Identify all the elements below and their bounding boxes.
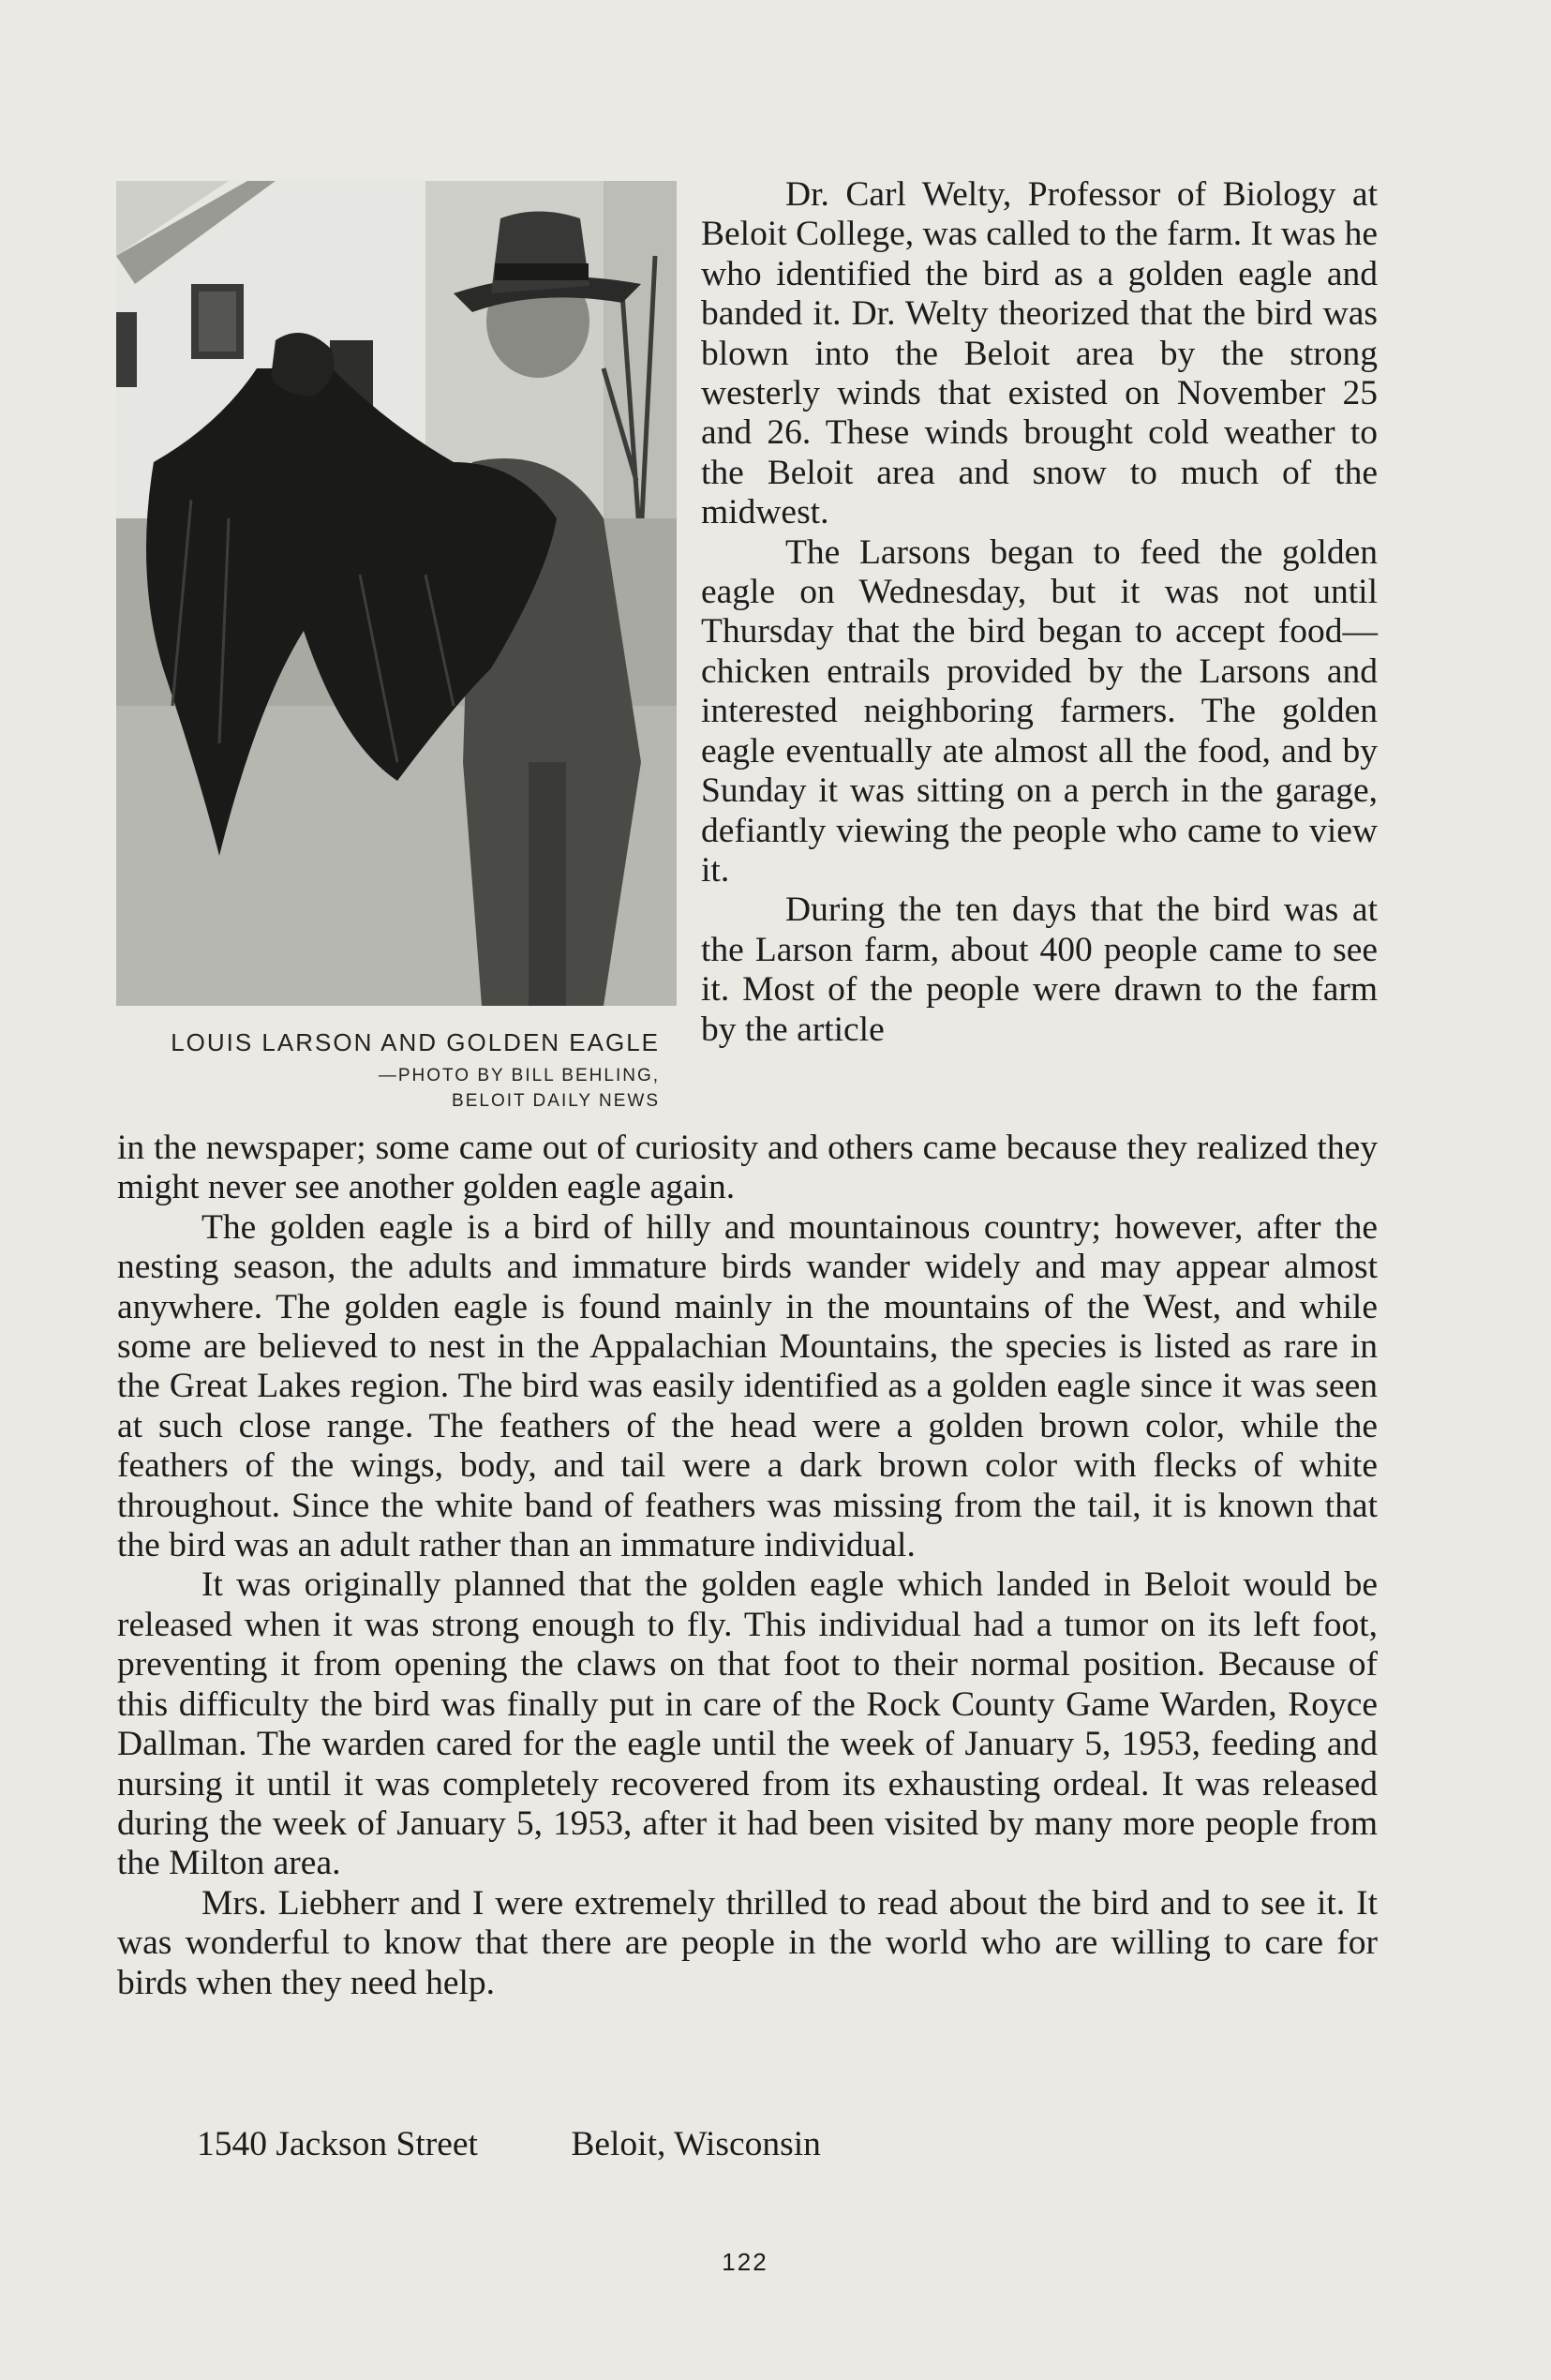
paragraph-visitors-start: During the ten days that the bird was at the Larson farm, about 400 people came to see it. Most of the people were drawn to the farm by the article (701, 891, 1378, 1049)
address-street: 1540 Jackson Street (197, 2125, 478, 2163)
photo-credit-line-1: —PHOTO BY BILL BEHLING, (378, 1066, 660, 1085)
main-body (117, 1129, 1378, 2003)
author-address (197, 2124, 821, 2164)
photo-caption (116, 1027, 660, 1114)
paragraph-feeding: The Larsons began to feed the golden eagle on Wednesday, but it was not until Thursday that the bird began to accept food—chicken entrails provided by the Larsons and interested neighboring farmers. The golden eagle eventually ate almost all the food, and by Sunday it was sitting on a perch in the garage, defiantly viewing the people who came to view it. (701, 532, 1378, 890)
page-number: 122 (722, 2248, 768, 2276)
caption-title: LOUIS LARSON AND GOLDEN EAGLE (171, 1028, 660, 1056)
paragraph-visitors-end: in the newspaper; some came out of curiosity and others came because they realized they might never see another golden eagle again. (117, 1129, 1378, 1207)
paragraph-closing: Mrs. Liebherr and I were extremely thrilled to read about the bird and to see it. It was wonderful to know that there are people in the world who are willing to care for birds when they need help. (117, 1883, 1378, 2002)
eagle-photo (116, 181, 677, 1006)
right-column (701, 175, 1378, 1050)
paragraph-welty: Dr. Carl Welty, Professor of Biology at Beloit College, was called to the farm. It was he who identified the bird as a golden eagle and banded it. Dr. Welty theorized that the bird was blown into the Beloit area by the strong westerly winds that existed on November 25 and 26. These winds brought cold weather to the Beloit area and snow to much of the midwest. (701, 175, 1378, 532)
photo-credit-line-2: BELOIT DAILY NEWS (452, 1091, 660, 1111)
address-city: Beloit, Wisconsin (571, 2125, 821, 2163)
paragraph-release: It was originally planned that the golden eagle which landed in Beloit would be released when it was strong enough to fly. This individual had a tumor on its left foot, preventing it from opening the claws on that foot to their normal position. Because of this difficulty the bird was finally put in care of the Rock County Game Warden, Royce Dallman. The warden cared for the eagle until the week of January 5, 1953, feeding and nursing it until it was completely recovered from its exhausting ordeal. It was released during the week of January 5, 1953, after it had been visited by many more people from the Milton area. (117, 1565, 1378, 1883)
paragraph-habitat: The golden eagle is a bird of hilly and mountainous country; however, after the nesting season, the adults and immature birds wander widely and may appear almost anywhere. The golden eagle is found mainly in the mountains of the West, and while some are believed to nest in the Appalachian Mountains, the species is listed as rare in the Great Lakes region. The bird was easily identified as a golden eagle since it was seen at such close range. The feathers of the head were a golden brown color, while the feathers of the wings, body, and tail were a dark brown color with flecks of white throughout. Since the white band of feathers was missing from the tail, it is known that the bird was an adult rather than an immature individual. (117, 1207, 1378, 1565)
